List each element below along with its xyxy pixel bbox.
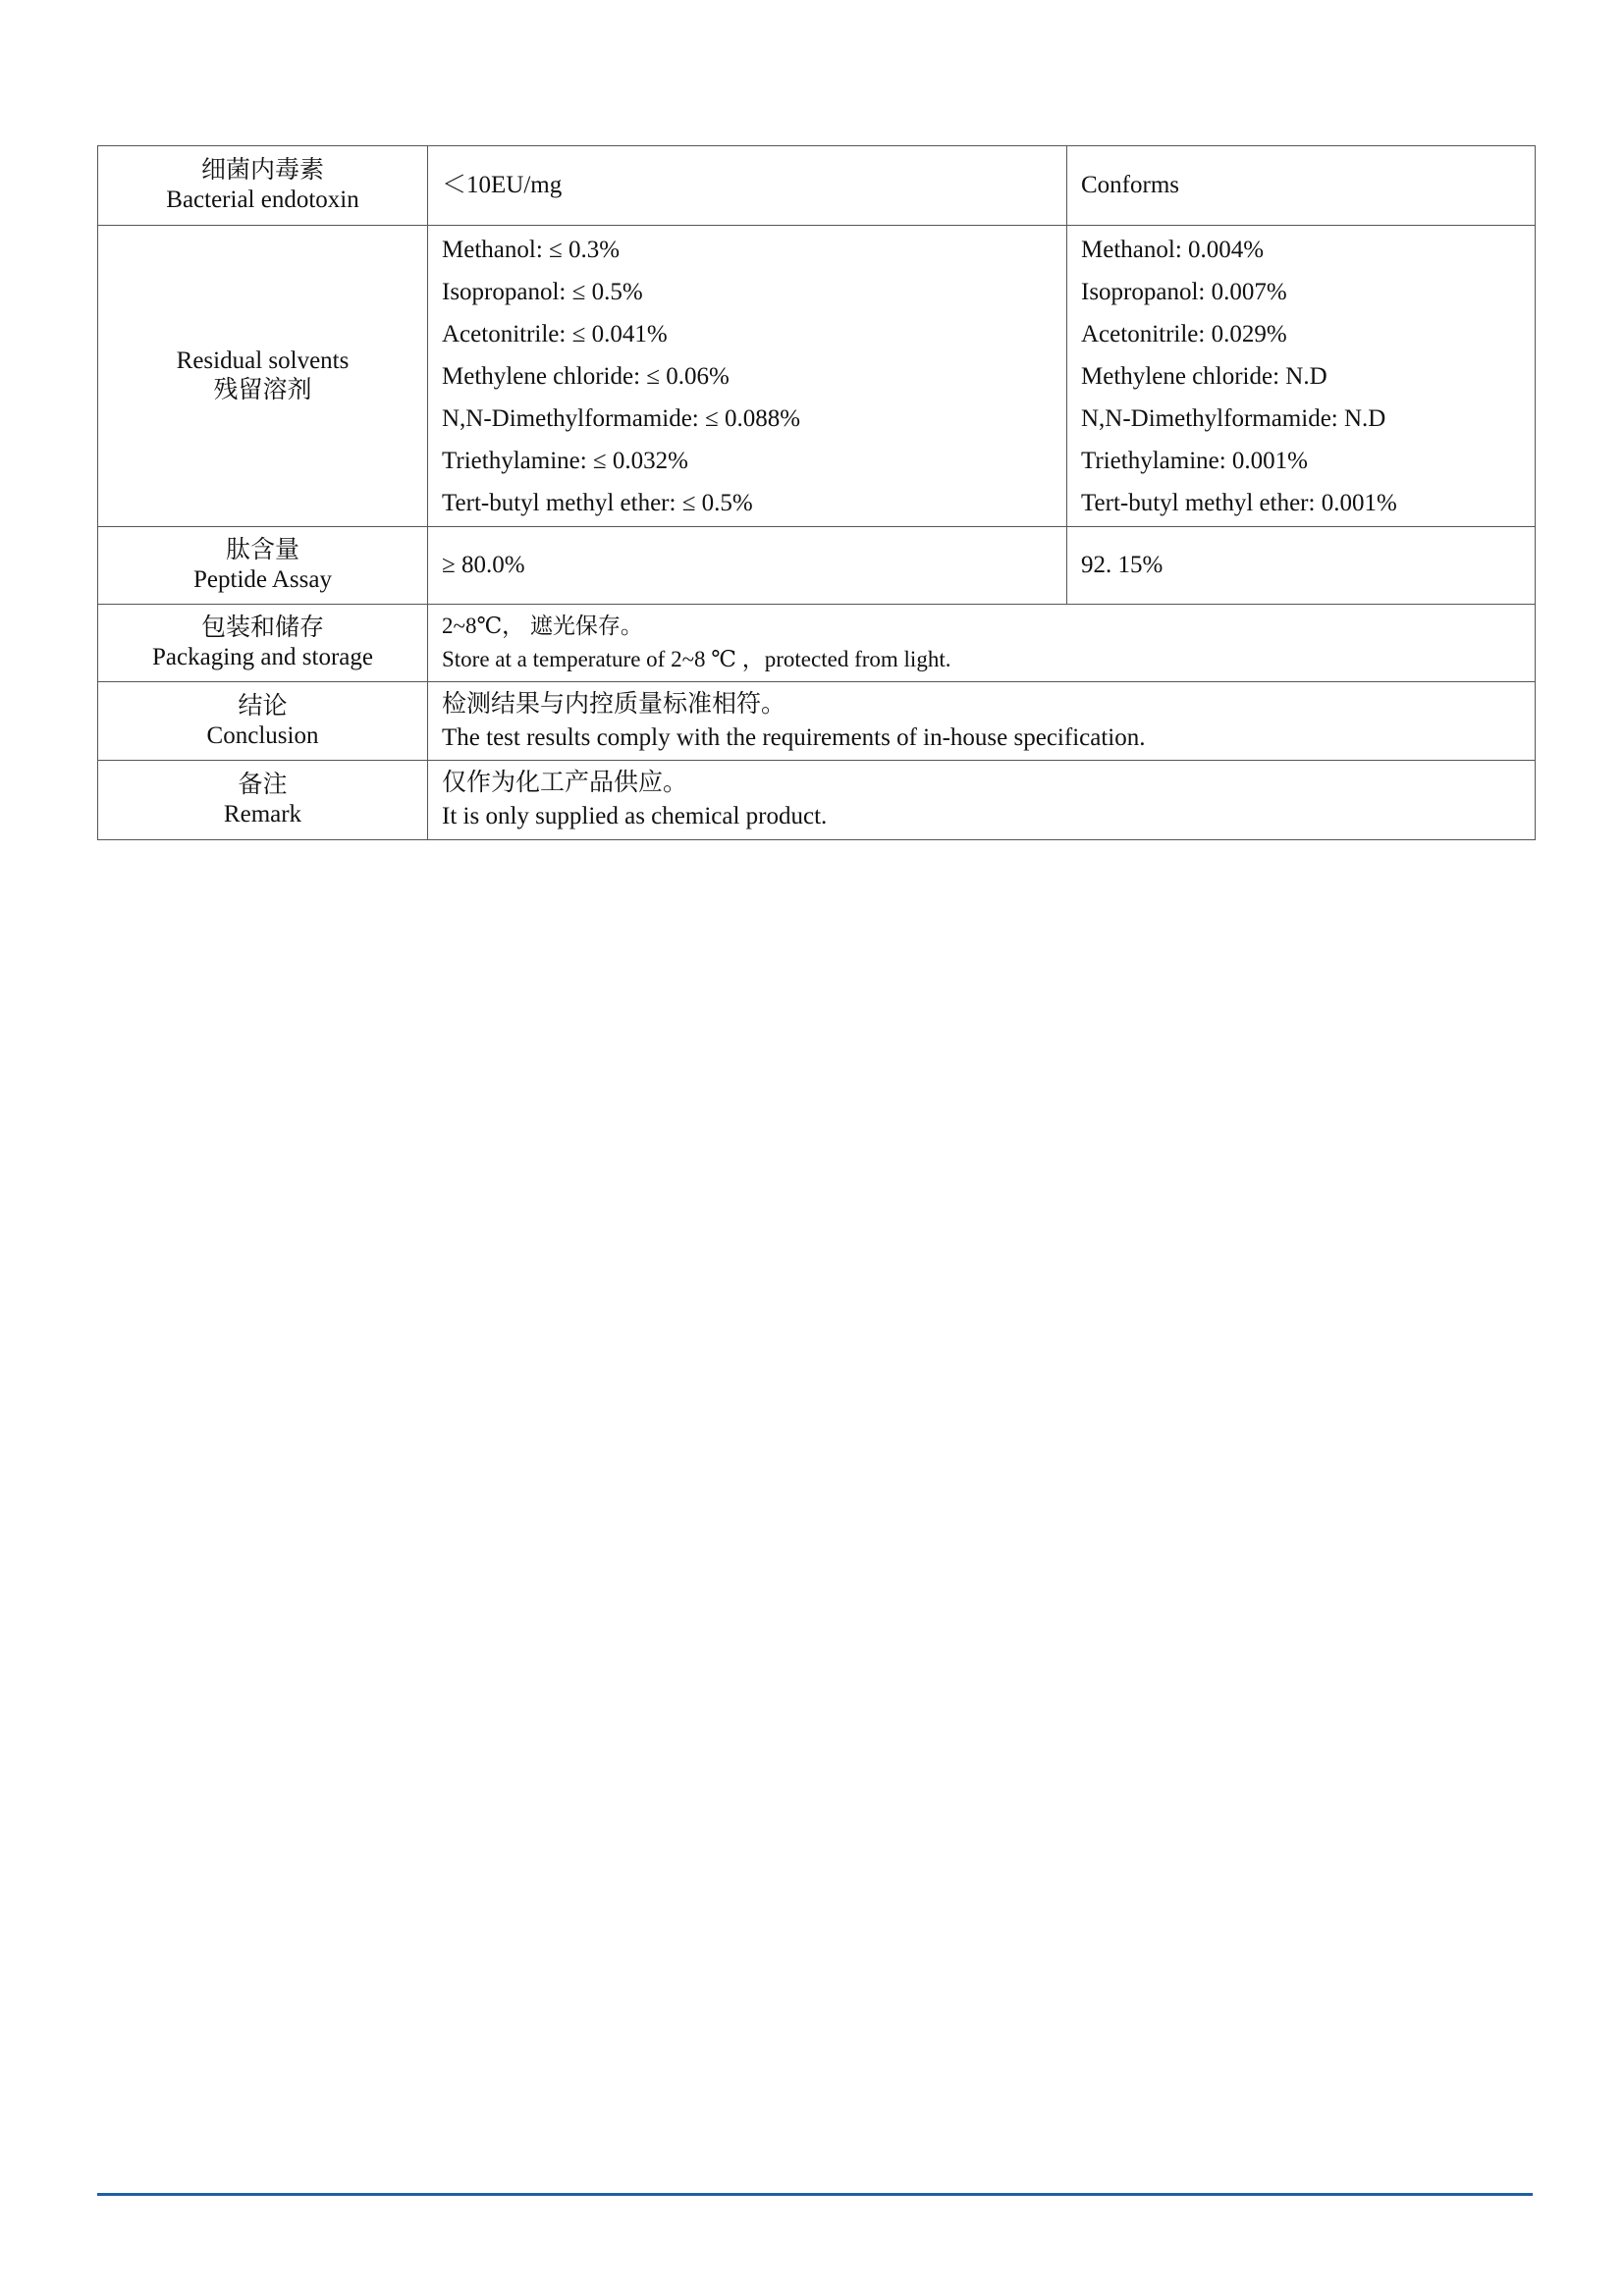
- value-cn: 仅作为化工产品供应。: [442, 770, 688, 796]
- footer-divider: [97, 2193, 1533, 2196]
- test-name-cn: 结论: [238, 692, 288, 720]
- result-line: Methylene chloride: N.D: [1081, 362, 1327, 390]
- row-residual-solvents: [98, 226, 1536, 527]
- specification-table: [97, 145, 1536, 840]
- result-cell: [1067, 226, 1536, 527]
- spec-value: ＜10EU/mg: [442, 172, 563, 198]
- test-name-cn: 肽含量: [225, 537, 299, 563]
- result-line: N,N-Dimethylformamide: N.D: [1081, 404, 1386, 432]
- row-conclusion: [98, 682, 1536, 761]
- test-name-cell: [98, 761, 428, 840]
- row-peptide-assay: [98, 527, 1536, 605]
- test-name-en: Remark: [223, 801, 302, 828]
- test-name-cell: [98, 605, 428, 682]
- spec-cell: [428, 527, 1067, 605]
- test-name-en: Peptide Assay: [193, 566, 332, 593]
- row-packaging-storage: [98, 605, 1536, 682]
- result-line: Methanol: 0.004%: [1081, 236, 1265, 263]
- value-en: Store at a temperature of 2~8 ℃ ，protected from light.: [442, 647, 951, 671]
- test-name-cell: [98, 226, 428, 527]
- test-name-en: Conclusion: [206, 721, 319, 749]
- value-en: The test results comply with the requirements of in-house specification.: [442, 723, 1146, 751]
- test-name-cell: [98, 146, 428, 226]
- spec-cell: [428, 226, 1067, 527]
- remark-value-cell: [428, 761, 1536, 840]
- result-line: Triethylamine: 0.001%: [1081, 447, 1309, 474]
- row-bacterial-endotoxin: [98, 146, 1536, 226]
- test-name-cn: 残留溶剂: [213, 377, 312, 403]
- row-remark: [98, 761, 1536, 840]
- test-name-cn: 包装和储存: [200, 614, 324, 641]
- test-name-en: Packaging and storage: [152, 644, 373, 670]
- test-name-en: Residual solvents: [176, 347, 350, 374]
- spec-line: Tert-butyl methyl ether: ≤ 0.5%: [442, 489, 753, 516]
- value-cn: 2~8℃， 遮光保存。: [442, 614, 643, 638]
- result-value: 92. 15%: [1081, 552, 1164, 578]
- value-cn: 检测结果与内控质量标准相符。: [442, 690, 786, 718]
- result-cell: [1067, 146, 1536, 226]
- test-name-cn: 备注: [238, 772, 288, 798]
- conclusion-value-cell: [428, 682, 1536, 761]
- spec-line: Methylene chloride: ≤ 0.06%: [442, 362, 730, 390]
- result-cell: [1067, 527, 1536, 605]
- spec-line: N,N-Dimethylformamide: ≤ 0.088%: [442, 404, 801, 432]
- packaging-value-cell: [428, 605, 1536, 682]
- spec-value: ≥ 80.0%: [442, 552, 525, 578]
- result-line: Tert-butyl methyl ether: 0.001%: [1081, 489, 1397, 516]
- spec-line: Isopropanol: ≤ 0.5%: [442, 278, 643, 305]
- result-value: Conforms: [1081, 172, 1179, 198]
- spec-cell: [428, 146, 1067, 226]
- test-name-cell: [98, 682, 428, 761]
- test-name-cn: 细菌内毒素: [200, 157, 324, 184]
- result-line: Isopropanol: 0.007%: [1081, 278, 1287, 305]
- test-name-cell: [98, 527, 428, 605]
- spec-line: Acetonitrile: ≤ 0.041%: [442, 320, 668, 347]
- value-en: It is only supplied as chemical product.: [442, 803, 828, 829]
- result-line: Acetonitrile: 0.029%: [1081, 320, 1287, 347]
- test-name-en: Bacterial endotoxin: [166, 187, 359, 213]
- spec-line: Triethylamine: ≤ 0.032%: [442, 447, 688, 474]
- spec-line: Methanol: ≤ 0.3%: [442, 236, 621, 263]
